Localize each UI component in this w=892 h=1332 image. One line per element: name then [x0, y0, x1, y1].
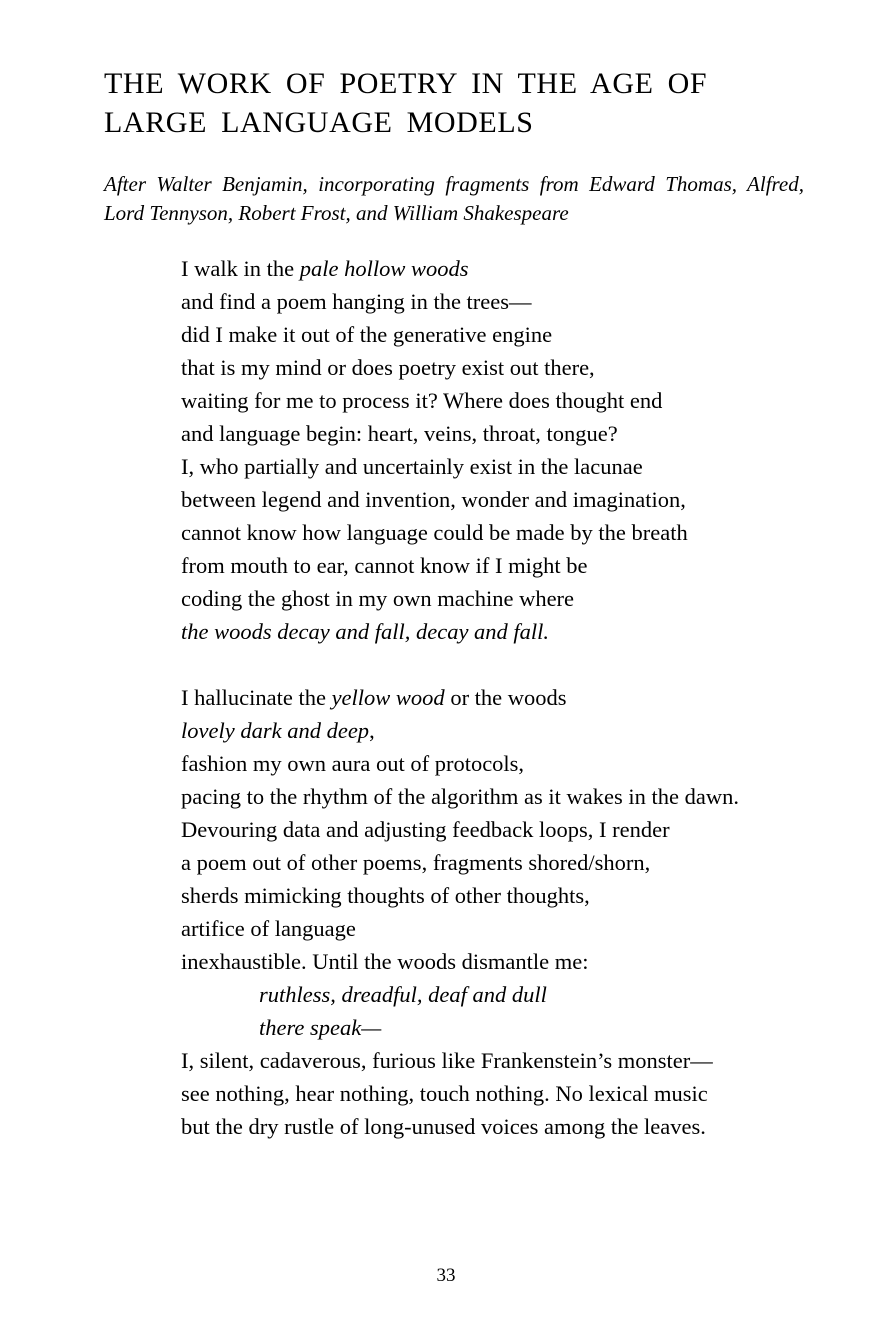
- poem-line: that is my mind or does poetry exist out there,: [181, 355, 595, 380]
- stanza-2: [181, 681, 821, 1143]
- poem-line: I, who partially and uncertainly exist in the lacunae: [181, 454, 643, 479]
- page-title: THE WORK OF POETRY IN THE AGE OF LARGE LANGUAGE MODELS: [104, 67, 708, 139]
- poem-line: and language begin: heart, veins, throat, tongue?: [181, 421, 618, 446]
- poem-line: pacing to the rhythm of the algorithm as it wakes in the dawn.: [181, 784, 739, 809]
- poem-line: between legend and invention, wonder and imagination,: [181, 487, 686, 512]
- poem-line: cannot know how language could be made by the breath: [181, 520, 688, 545]
- poem-line: artifice of language: [181, 916, 356, 941]
- poem-line: inexhaustible. Until the woods dismantle me:: [181, 949, 589, 974]
- poem-line: [181, 252, 821, 285]
- poem-line: from mouth to ear, cannot know if I might be: [181, 553, 588, 578]
- poem-line: [181, 681, 821, 714]
- poem-line: coding the ghost in my own machine where: [181, 586, 575, 611]
- line-text: I walk in the: [181, 256, 300, 281]
- poem-line: the woods decay and fall, decay and fall.: [181, 619, 550, 644]
- poem-line: see nothing, hear nothing, touch nothing. No lexical music: [181, 1081, 708, 1106]
- line-text: ,: [369, 718, 375, 743]
- quoted-fragment: lovely dark and deep: [181, 718, 370, 743]
- poem-line-indented: there speak—: [259, 1015, 382, 1040]
- poem-line: did I make it out of the generative engine: [181, 322, 553, 347]
- line-text: I hallucinate the: [181, 685, 332, 710]
- poem-line: fashion my own aura out of protocols,: [181, 751, 525, 776]
- poem-line: Devouring data and adjusting feedback loops, I render: [181, 817, 670, 842]
- poem-line: but the dry rustle of long-unused voices among the leaves.: [181, 1114, 706, 1139]
- epigraph: After Walter Benjamin, incorporating fragments from Edward Thomas, Alfred, Lord Tennyson, Robert Frost, and William Shakespeare: [104, 172, 804, 225]
- poem-line: and find a poem hanging in the trees—: [181, 289, 532, 314]
- stanza-1: [181, 252, 821, 648]
- poem-line-indented: ruthless, dreadful, deaf and dull: [259, 982, 547, 1007]
- poem-line: a poem out of other poems, fragments shored/shorn,: [181, 850, 651, 875]
- poem-line: waiting for me to process it? Where does thought end: [181, 388, 663, 413]
- poem-line: [181, 714, 821, 747]
- poem-body: [181, 252, 821, 1143]
- line-text: or the woods: [444, 685, 567, 710]
- poem-line: sherds mimicking thoughts of other thoughts,: [181, 883, 590, 908]
- page-number: 33: [436, 1265, 456, 1286]
- quoted-fragment: pale hollow woods: [299, 256, 469, 281]
- quoted-fragment: yellow wood: [331, 685, 445, 710]
- poem-line: I, silent, cadaverous, furious like Frankenstein’s monster—: [181, 1048, 713, 1073]
